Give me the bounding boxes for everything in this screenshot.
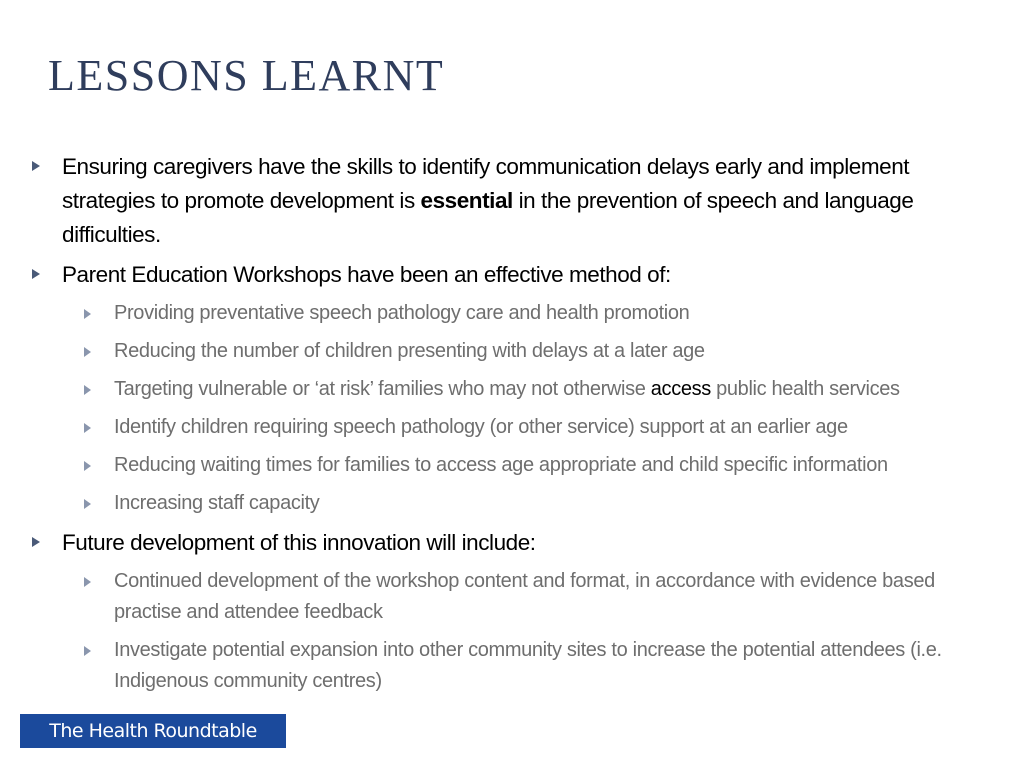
sub-bullet-text: Providing preventative speech pathology care and health promotion (114, 302, 690, 324)
bullet-item-1 (30, 150, 998, 252)
triangle-sub-bullet-icon (84, 347, 91, 357)
sub-bullet-item (30, 336, 998, 367)
sub-bullet-item (30, 374, 998, 405)
sub-bullet-item (30, 450, 998, 481)
triangle-sub-bullet-icon (84, 423, 91, 433)
health-roundtable-logo: The Health Roundtable (20, 714, 286, 748)
triangle-bullet-icon (32, 161, 40, 171)
sub-bullet-text: Identify children requiring speech pathology (or other service) support at an earlier age (114, 416, 848, 438)
sub-bullet-text: Increasing staff capacity (114, 492, 320, 514)
sub-bullet-text-end: public health services (710, 378, 900, 400)
sub-bullet-item (30, 566, 998, 628)
slide-body (30, 150, 998, 704)
sub-bullet-text: Continued development of the workshop content and format, in accordance with evidence based practise and attendee feedback (114, 570, 935, 623)
slide-title: LESSONS LEARNT (48, 51, 445, 100)
bullet-item-3 (30, 526, 998, 560)
sub-bullet-emphasis: access (650, 378, 711, 400)
bullet-3-text: Future development of this innovation will include: (62, 530, 536, 555)
sub-bullet-item (30, 488, 998, 519)
bullet-item-2 (30, 258, 998, 292)
bullet-1-emphasis: essential (420, 188, 513, 213)
triangle-sub-bullet-icon (84, 577, 91, 587)
triangle-sub-bullet-icon (84, 646, 91, 656)
triangle-sub-bullet-icon (84, 461, 91, 471)
triangle-bullet-icon (32, 537, 40, 547)
triangle-bullet-icon (32, 269, 40, 279)
bullet-1-text-start: Ensuring caregivers have the skills to identify communication delays early and implement strategies to promote development is (62, 154, 910, 213)
bullet-2-text: Parent Education Workshops have been an effective method of: (62, 262, 671, 287)
sub-bullet-text: Investigate potential expansion into other community sites to increase the potential attendees (i.e. Indigenous community centres) (114, 639, 942, 692)
triangle-sub-bullet-icon (84, 309, 91, 319)
sub-bullet-item (30, 635, 998, 697)
sub-bullet-text: Reducing waiting times for families to access age appropriate and child specific information (114, 454, 888, 476)
triangle-sub-bullet-icon (84, 385, 91, 395)
triangle-sub-bullet-icon (84, 499, 91, 509)
sub-bullet-text: Reducing the number of children presenting with delays at a later age (114, 340, 705, 362)
sub-bullet-item (30, 298, 998, 329)
sub-bullet-text-start: Targeting vulnerable or ‘at risk’ families who may not otherwise (114, 378, 651, 400)
bullet-1-text-end: in the prevention of speech and language difficulties. (62, 188, 914, 247)
sub-bullet-item (30, 412, 998, 443)
